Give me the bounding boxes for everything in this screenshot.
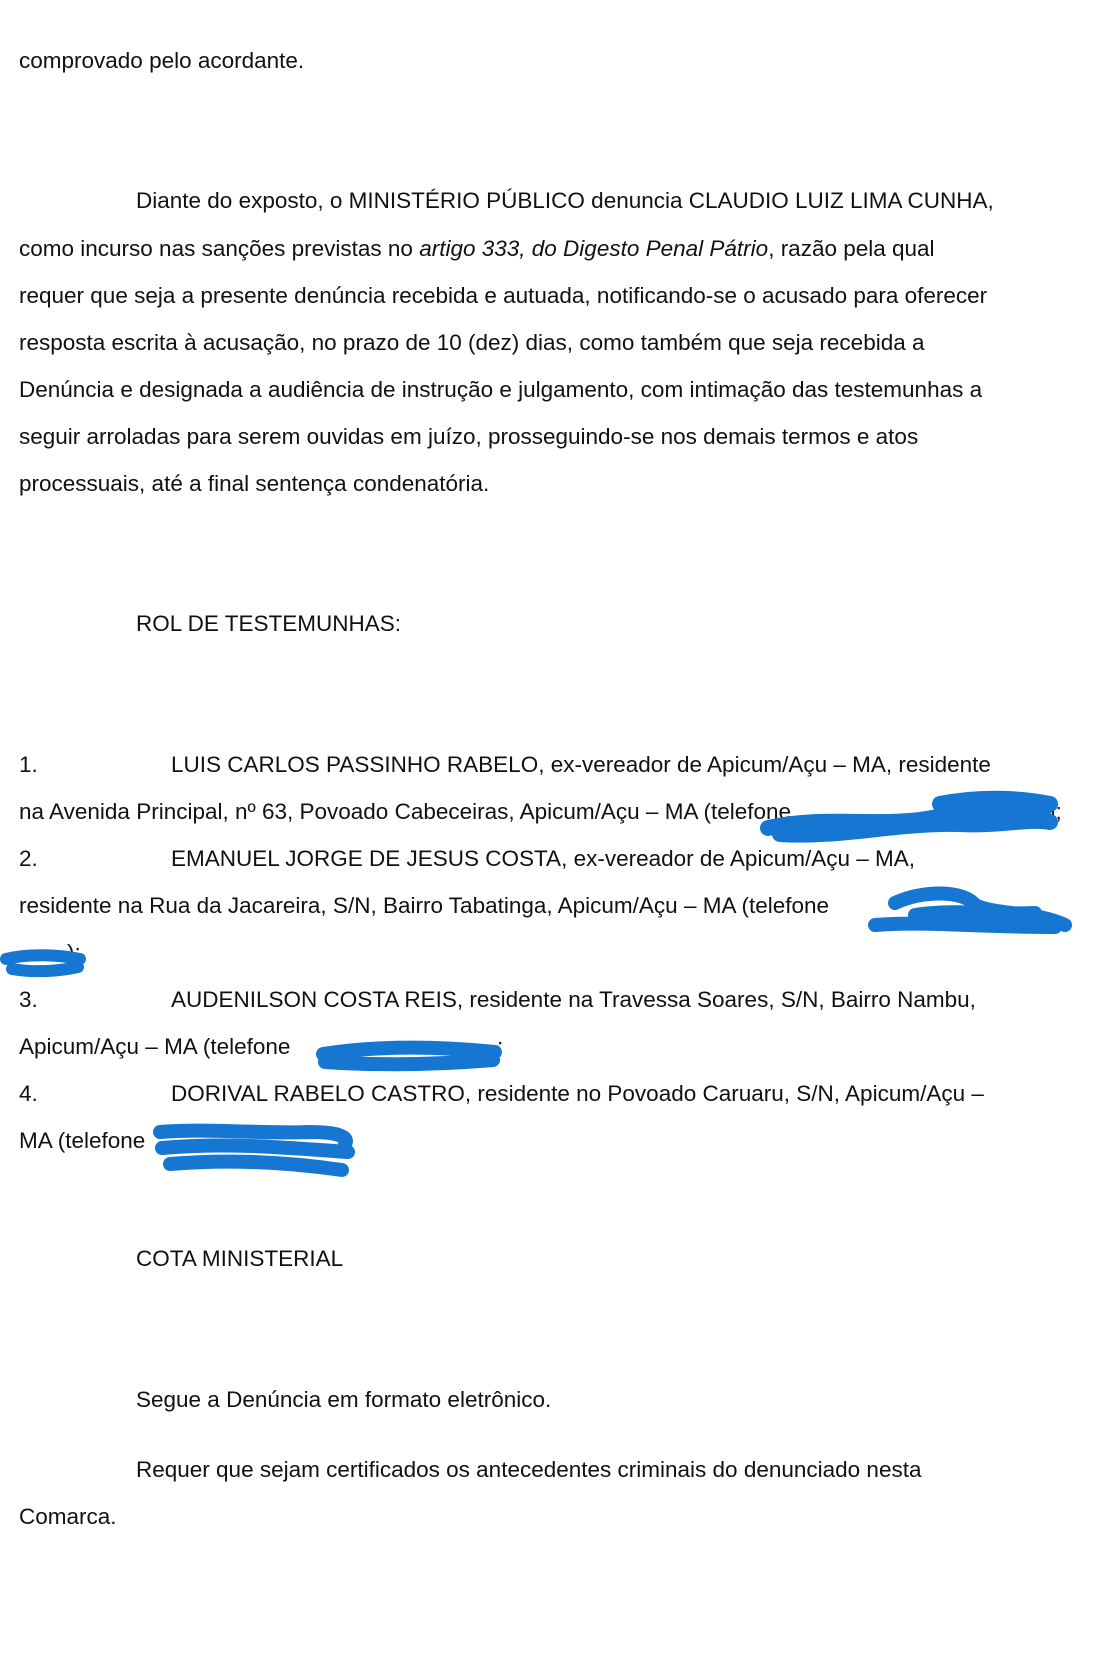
witness-1-line2: na Avenida Principal, nº 63, Povoado Cabeceiras, Apicum/Açu – MA (telefone bbox=[19, 799, 792, 824]
witness-2-line1: EMANUEL JORGE DE JESUS COSTA, ex-vereador de Apicum/Açu – MA, bbox=[171, 846, 915, 871]
cota-heading: COTA MINISTERIAL bbox=[136, 1246, 344, 1271]
top-line: comprovado pelo acordante. bbox=[19, 48, 305, 73]
redaction-mark-3 bbox=[0, 945, 90, 985]
legal-citation: artigo 333, do Digesto Penal Pátrio bbox=[419, 236, 769, 261]
cota-paragraph-2-line2: Comarca. bbox=[19, 1504, 117, 1529]
witness-3-number: 3. bbox=[19, 987, 38, 1012]
witness-4-line1: DORIVAL RABELO CASTRO, residente no Povoado Caruaru, S/N, Apicum/Açu – bbox=[171, 1081, 984, 1106]
cota-paragraph-2-line1: Requer que sejam certificados os antecedentes criminais do denunciado nesta bbox=[136, 1457, 922, 1482]
witness-3-line2-end: ; bbox=[497, 1034, 504, 1059]
witness-2-line3: ); bbox=[67, 940, 81, 965]
witness-1-line1: LUIS CARLOS PASSINHO RABELO, ex-vereador de Apicum/Açu – MA, residente bbox=[171, 752, 991, 777]
para1-line1: Diante do exposto, o MINISTÉRIO PÚBLICO denuncia CLAUDIO LUIZ LIMA CUNHA, bbox=[136, 188, 994, 213]
para1-line2: como incurso nas sanções previstas no artigo 333, do Digesto Penal Pátrio, razão pela qual bbox=[19, 236, 935, 261]
witness-3-line2: Apicum/Açu – MA (telefone bbox=[19, 1034, 291, 1059]
redaction-mark-2 bbox=[855, 885, 1075, 945]
cota-paragraph-1: Segue a Denúncia em formato eletrônico. bbox=[136, 1387, 552, 1412]
rol-heading: ROL DE TESTEMUNHAS: bbox=[136, 611, 402, 636]
witness-3-line1: AUDENILSON COSTA REIS, residente na Travessa Soares, S/N, Bairro Nambu, bbox=[171, 987, 976, 1012]
para1-line7: processuais, até a final sentença condenatória. bbox=[19, 471, 490, 496]
witness-4-number: 4. bbox=[19, 1081, 38, 1106]
para1-line5: Denúncia e designada a audiência de instrução e julgamento, com intimação das testemunhas a bbox=[19, 377, 983, 402]
witness-1-line2-end: ); bbox=[1048, 799, 1062, 824]
witness-4-line2: MA (telefone bbox=[19, 1128, 146, 1153]
para1-line3: requer que seja a presente denúncia recebida e autuada, notificando-se o acusado para oferecer bbox=[19, 283, 988, 308]
redaction-mark-4 bbox=[315, 1036, 505, 1076]
witness-1-number: 1. bbox=[19, 752, 38, 777]
redaction-mark-1 bbox=[760, 786, 1060, 846]
para1-line4: resposta escrita à acusação, no prazo de 10 (dez) dias, como também que seja recebida a bbox=[19, 330, 925, 355]
witness-2-number: 2. bbox=[19, 846, 38, 871]
redaction-mark-5 bbox=[150, 1118, 360, 1188]
witness-2-line2: residente na Rua da Jacareira, S/N, Bairro Tabatinga, Apicum/Açu – MA (telefone bbox=[19, 893, 830, 918]
para1-line6: seguir arroladas para serem ouvidas em juízo, prosseguindo-se nos demais termos e atos bbox=[19, 424, 919, 449]
